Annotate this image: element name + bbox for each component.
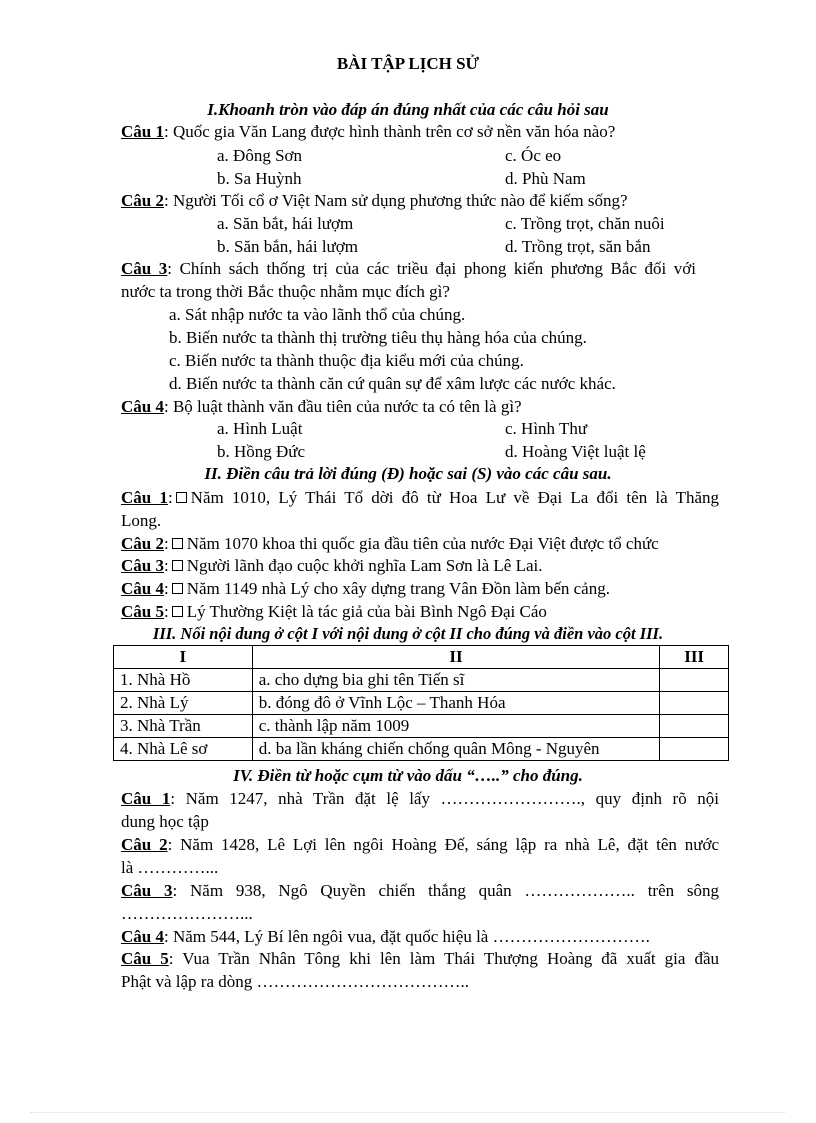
option-c: c. Hình Thư (505, 419, 588, 438)
statement-2-4 (121, 579, 610, 599)
question-label: Câu 1 (121, 488, 168, 507)
statement-text-continued: Long. (121, 511, 162, 530)
option-a: a. Đông Sơn (217, 146, 303, 165)
event-cell: c. thành lập năm 1009 (252, 715, 660, 738)
question-label: Câu 5 (121, 602, 164, 621)
label-colon: : (167, 488, 173, 507)
answer-checkbox[interactable] (172, 538, 183, 549)
question-text-continued: là …………... (121, 858, 219, 877)
question-text-continued: nước ta trong thời Bắc thuộc nhằm mục đích gì? (121, 282, 450, 301)
question-text: : Vua Trần Nhân Tông khi lên làm Thái Thượng Hoàng đã xuất gia đầu (168, 949, 719, 968)
question-text-continued: dung học tập (121, 812, 209, 831)
matching-table (113, 645, 729, 761)
label-colon: : (163, 602, 169, 621)
document-title: BÀI TẬP LỊCH SỬ (336, 54, 480, 73)
question-label: Câu 2 (121, 835, 168, 854)
question-text: : Năm 1428, Lê Lợi lên ngôi Hoàng Đế, sáng lập ra nhà Lê, đặt tên nước (167, 835, 719, 854)
option-d: d. Trồng trọt, săn bắn (505, 237, 651, 256)
question-1-4 (121, 397, 522, 417)
fill-question-4-5 (121, 949, 719, 969)
statement-2-3 (121, 556, 543, 576)
column-header-iii: III (660, 646, 729, 669)
question-1-2 (121, 191, 628, 211)
statement-text: Người lãnh đạo cuộc khởi nghĩa Lam Sơn là Lê Lai. (186, 556, 543, 575)
question-label: Câu 4 (121, 579, 164, 598)
statement-text: Năm 1149 nhà Lý cho xây dựng trang Vân Đồn làm bến cảng. (186, 579, 610, 598)
statement-2-2 (121, 534, 659, 554)
table-row (114, 692, 729, 715)
table-row (114, 738, 729, 761)
answer-cell[interactable] (660, 715, 729, 738)
question-text: : Bộ luật thành văn đầu tiên của nước ta có tên là gì? (163, 397, 522, 416)
answer-cell[interactable] (660, 692, 729, 715)
answer-checkbox[interactable] (172, 583, 183, 594)
question-text: : Năm 1247, nhà Trần đặt lệ lấy ……………………., quy định rõ nội (170, 789, 720, 808)
option-b: b. Sa Huỳnh (217, 169, 302, 188)
question-label: Câu 4 (121, 397, 164, 416)
question-label: Câu 2 (121, 534, 164, 553)
page-bottom-divider (30, 1112, 786, 1113)
option-b: b. Hồng Đức (217, 442, 306, 461)
section-2-heading: II. Điền câu trả lời đúng (Đ) hoặc sai (S) vào các câu sau. (204, 464, 612, 483)
column-header-i: I (114, 646, 253, 669)
label-colon: : (163, 534, 169, 553)
fill-question-4-3 (121, 881, 719, 901)
question-1-1 (121, 122, 615, 142)
fill-question-4-2 (121, 835, 719, 855)
question-label: Câu 3 (121, 881, 173, 900)
label-colon: : (163, 556, 169, 575)
table-header-row (114, 646, 729, 669)
option-a: a. Sát nhập nước ta vào lãnh thổ của chúng. (169, 305, 466, 324)
question-label: Câu 3 (121, 556, 164, 575)
statement-text: Năm 1070 khoa thi quốc gia đầu tiên của nước Đại Việt được tổ chức (186, 534, 659, 553)
statement-text: Lý Thường Kiệt là tác giả của bài Bình Ngô Đại Cáo (186, 602, 547, 621)
label-colon: : (163, 579, 169, 598)
question-label: Câu 1 (121, 789, 171, 808)
option-c: c. Biến nước ta thành thuộc địa kiểu mới của chúng. (169, 351, 524, 370)
fill-question-4-4 (121, 927, 650, 947)
answer-checkbox[interactable] (176, 492, 187, 503)
option-c: c. Trồng trọt, chăn nuôi (505, 214, 665, 233)
statement-2-1 (121, 488, 719, 508)
statement-2-5 (121, 602, 547, 622)
option-b: b. Biến nước ta thành thị trường tiêu thụ hàng hóa của chúng. (169, 328, 587, 347)
option-d: d. Hoàng Việt luật lệ (505, 442, 646, 461)
answer-cell[interactable] (660, 738, 729, 761)
answer-checkbox[interactable] (172, 560, 183, 571)
option-c: c. Óc eo (505, 146, 562, 165)
dynasty-cell: 4. Nhà Lê sơ (114, 738, 253, 761)
question-label: Câu 3 (121, 259, 168, 278)
question-text: : Năm 938, Ngô Quyền chiến thắng quân ……………….. trên sông (172, 881, 720, 900)
fill-question-4-1 (121, 789, 719, 809)
statement-text: Năm 1010, Lý Thái Tổ dời đô từ Hoa Lư về Đại La đổi tên là Thăng (190, 488, 719, 507)
question-text: : Chính sách thống trị của các triều đại phong kiến phương Bắc đối với (167, 259, 696, 278)
option-a: a. Hình Luật (217, 419, 303, 438)
section-4-heading: IV. Điền từ hoặc cụm từ vào dấu “…..” cho đúng. (233, 766, 583, 785)
question-label: Câu 1 (121, 122, 164, 141)
answer-cell[interactable] (660, 669, 729, 692)
question-label: Câu 5 (121, 949, 169, 968)
question-text: : Quốc gia Văn Lang được hình thành trên cơ sở nền văn hóa nào? (163, 122, 616, 141)
question-label: Câu 2 (121, 191, 164, 210)
option-d: d. Biến nước ta thành căn cứ quân sự để xâm lược các nước khác. (169, 374, 616, 393)
dynasty-cell: 2. Nhà Lý (114, 692, 253, 715)
table-row (114, 669, 729, 692)
section-1-heading: I.Khoanh tròn vào đáp án đúng nhất của các câu hỏi sau (207, 100, 609, 119)
question-text: : Năm 544, Lý Bí lên ngôi vua, đặt quốc hiệu là ………………………. (163, 927, 650, 946)
question-label: Câu 4 (121, 927, 164, 946)
question-text-continued: Phật và lập ra dòng ……………………………….. (121, 972, 469, 991)
column-header-ii: II (252, 646, 660, 669)
question-text-continued: …………………... (121, 904, 253, 923)
answer-checkbox[interactable] (172, 606, 183, 617)
option-b: b. Săn bắn, hái lượm (217, 237, 358, 256)
section-3-heading: III. Nối nội dung ở cột I với nội dung ở cột II cho đúng và điền vào cột III. (152, 624, 664, 643)
question-1-3 (121, 259, 696, 279)
event-cell: a. cho dựng bia ghi tên Tiến sĩ (252, 669, 660, 692)
option-d: d. Phù Nam (505, 169, 586, 188)
event-cell: d. ba lần kháng chiến chống quân Mông - Nguyên (252, 738, 660, 761)
table-row (114, 715, 729, 738)
option-a: a. Săn bắt, hái lượm (217, 214, 354, 233)
question-text: : Người Tối cổ ơ Việt Nam sử dụng phương thức nào để kiếm sống? (163, 191, 628, 210)
dynasty-cell: 1. Nhà Hồ (114, 669, 253, 692)
dynasty-cell: 3. Nhà Trần (114, 715, 253, 738)
event-cell: b. đóng đô ở Vĩnh Lộc – Thanh Hóa (252, 692, 660, 715)
